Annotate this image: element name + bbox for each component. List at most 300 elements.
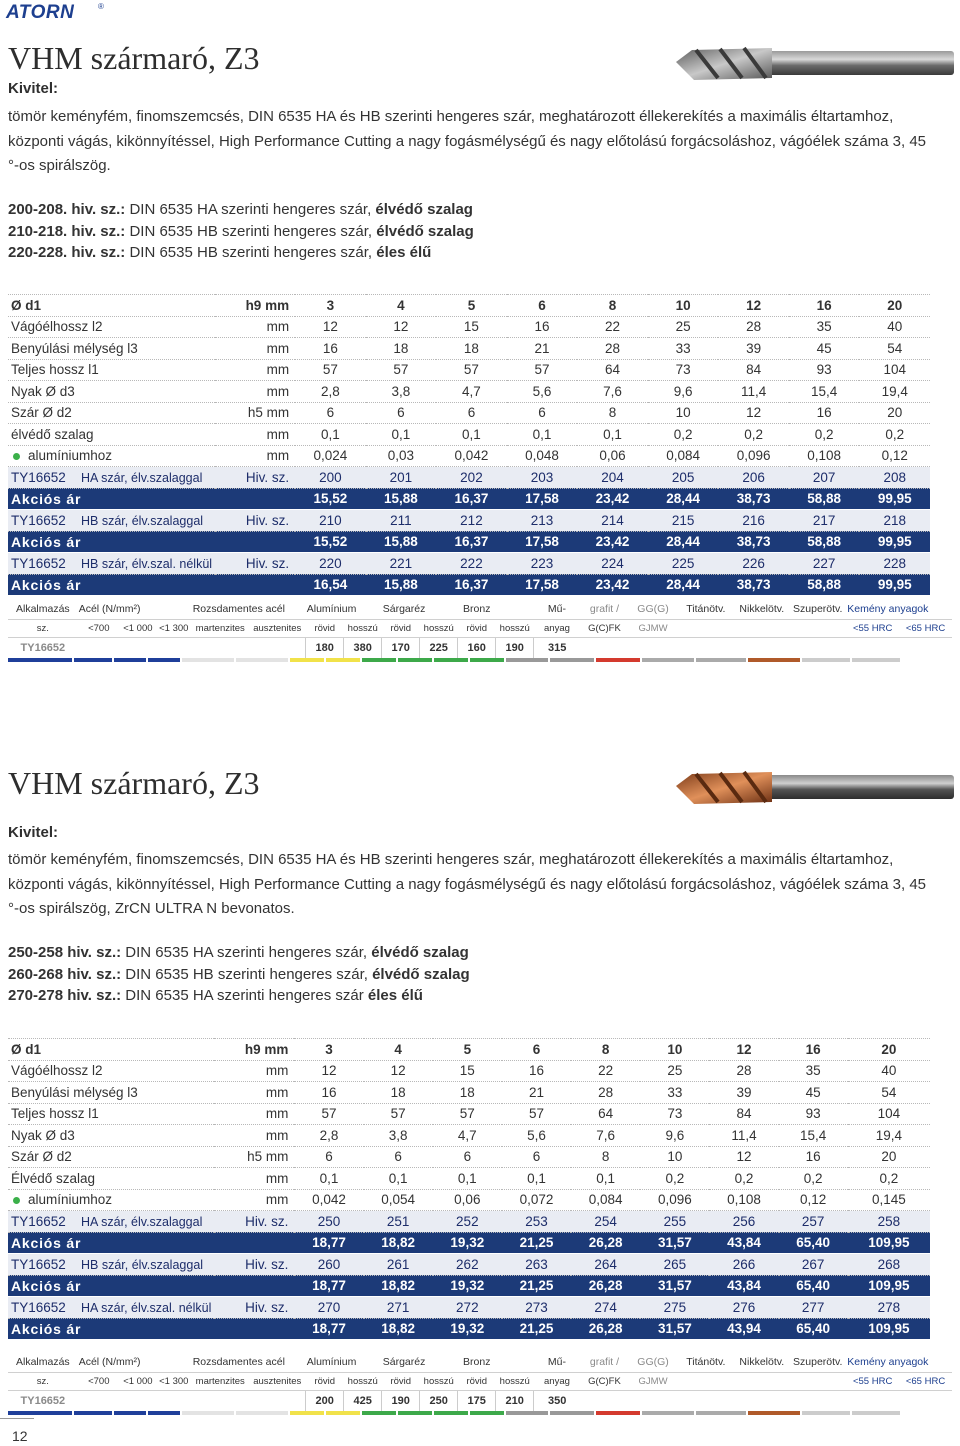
order-number: 261 xyxy=(364,1254,433,1276)
application-cell: <1 000 xyxy=(120,619,156,637)
spec-value: 20 xyxy=(848,1146,930,1168)
application-cell: <1 300 xyxy=(156,619,192,637)
application-cell: 170 xyxy=(382,637,420,658)
material-color-segment xyxy=(74,658,112,662)
material-color-segment xyxy=(326,658,360,662)
spec-label xyxy=(8,1168,214,1190)
spec-header-row xyxy=(8,1039,930,1061)
price-value: 109,95 xyxy=(848,1318,930,1340)
spec-value: 73 xyxy=(648,359,719,381)
ref-bold: éles élű xyxy=(367,987,423,1004)
material-color-bar xyxy=(8,1411,952,1415)
spec-value: 0,2 xyxy=(718,424,789,446)
spec-label: Ø d1 xyxy=(8,295,215,317)
spec-unit: mm xyxy=(215,424,295,446)
order-unit: Hiv. sz. xyxy=(215,553,295,575)
price-value: 26,28 xyxy=(571,1318,640,1340)
price-label: Akciós ár xyxy=(8,574,295,596)
spec-row xyxy=(8,316,930,338)
application-row2 xyxy=(8,1372,952,1390)
order-number: 270 xyxy=(294,1297,363,1319)
spec-value: 16 xyxy=(789,295,860,317)
spec-value: 10 xyxy=(640,1039,709,1061)
spec-row xyxy=(8,1082,930,1104)
price-value: 65,40 xyxy=(779,1318,848,1340)
application-cell xyxy=(677,1390,734,1411)
spec-value: 16 xyxy=(294,1082,363,1104)
spec-value: 0,1 xyxy=(364,1168,433,1190)
kivitel-label: Kivitel: xyxy=(8,824,59,841)
order-number-row xyxy=(8,1297,930,1319)
application-cell xyxy=(677,637,734,658)
ty-code: TY16652 xyxy=(11,555,66,571)
application-table xyxy=(8,600,952,658)
spec-value: 0,084 xyxy=(571,1189,640,1211)
price-value: 19,32 xyxy=(433,1318,502,1340)
spec-label xyxy=(8,402,215,424)
application-cell: GG(G) xyxy=(629,1353,678,1372)
material-color-segment xyxy=(8,1411,72,1415)
spec-value: 0,1 xyxy=(433,1168,502,1190)
material-color-segment xyxy=(114,1411,146,1415)
material-color-segment xyxy=(362,1411,396,1415)
order-number: 203 xyxy=(507,467,578,489)
application-cell: TY16652 xyxy=(20,1394,66,1407)
spec-unit: mm xyxy=(215,381,295,403)
order-number: 273 xyxy=(502,1297,571,1319)
price-label: Akciós ár xyxy=(8,1275,294,1297)
price-value: 38,73 xyxy=(718,488,789,510)
order-number: 251 xyxy=(364,1211,433,1233)
application-cell: Kemény anyagok xyxy=(846,1353,899,1372)
order-number: 208 xyxy=(859,467,930,489)
price-value: 16,37 xyxy=(436,488,507,510)
section-title: VHM szármaró, Z3 xyxy=(8,765,260,801)
spec-value: 0,048 xyxy=(507,445,578,467)
application-cell: Szuperötv. xyxy=(789,600,846,619)
application-cell: <55 HRC xyxy=(846,1372,899,1390)
spec-value: 8 xyxy=(571,1039,640,1061)
material-color-segment xyxy=(434,1411,468,1415)
order-number: 207 xyxy=(789,467,860,489)
order-number: 213 xyxy=(507,510,578,532)
spec-value: 12 xyxy=(366,316,437,338)
spec-value: 7,6 xyxy=(577,381,648,403)
order-number: 200 xyxy=(295,467,366,489)
spec-value: 0,1 xyxy=(571,1168,640,1190)
application-cell xyxy=(156,600,192,619)
spec-unit: h5 mm xyxy=(215,402,295,424)
spec-value: 18 xyxy=(366,338,437,360)
spec-value: 0,2 xyxy=(848,1168,930,1190)
price-row xyxy=(8,1232,930,1254)
spec-value: 5 xyxy=(436,295,507,317)
spec-value: 0,1 xyxy=(294,1168,363,1190)
price-row xyxy=(8,531,930,553)
application-cell xyxy=(120,637,156,658)
spec-value: 19,4 xyxy=(859,381,930,403)
ref-code: 220-228. hiv. sz.: xyxy=(8,244,126,261)
spec-value: 16 xyxy=(779,1039,848,1061)
kivitel-label: Kivitel: xyxy=(8,80,59,97)
spec-value: 8 xyxy=(577,295,648,317)
application-cell: Szuperötv. xyxy=(789,1353,846,1372)
spec-label xyxy=(8,1146,214,1168)
spec-value: 12 xyxy=(295,316,366,338)
application-cell: rövid xyxy=(382,1372,420,1390)
order-number: 272 xyxy=(433,1297,502,1319)
price-row xyxy=(8,574,930,596)
application-cell: Nikkelötv. xyxy=(734,1353,789,1372)
spec-label-text: alumíniumhoz xyxy=(28,448,113,464)
spec-value: 0,042 xyxy=(436,445,507,467)
order-number: 212 xyxy=(436,510,507,532)
price-value: 109,95 xyxy=(848,1232,930,1254)
spec-value: 0,096 xyxy=(640,1189,709,1211)
order-number: 262 xyxy=(433,1254,502,1276)
order-number: 250 xyxy=(294,1211,363,1233)
spec-label xyxy=(8,1125,214,1147)
application-cell: Mű- xyxy=(534,600,580,619)
order-label xyxy=(8,467,215,489)
price-value: 15,88 xyxy=(366,531,437,553)
ref-line xyxy=(8,242,474,264)
spec-row xyxy=(8,381,930,403)
order-number: 227 xyxy=(789,553,860,575)
price-value: 17,58 xyxy=(507,531,578,553)
application-cell: G(C)FK xyxy=(580,1372,629,1390)
spec-value: 33 xyxy=(648,338,719,360)
material-color-segment xyxy=(506,658,548,662)
ref-code: 270-278 hiv. sz.: xyxy=(8,987,122,1004)
spec-value: 5,6 xyxy=(502,1125,571,1147)
order-number-row xyxy=(8,467,930,489)
ref-code: 210-218. hiv. sz.: xyxy=(8,222,126,240)
spec-value: 11,4 xyxy=(718,381,789,403)
application-cell: Alumínium xyxy=(306,1353,344,1372)
application-cell xyxy=(420,600,458,619)
spec-label xyxy=(8,316,215,338)
spec-value: 45 xyxy=(779,1082,848,1104)
spec-value: 11,4 xyxy=(709,1125,778,1147)
application-cell: Kemény anyagok xyxy=(846,600,899,619)
application-row1 xyxy=(8,1353,952,1372)
spec-value: 15 xyxy=(433,1060,502,1082)
price-value: 65,40 xyxy=(779,1275,848,1297)
end-mill-image-coated xyxy=(672,768,956,808)
spec-value: 28 xyxy=(571,1082,640,1104)
application-cell: Acél (N/mm²) xyxy=(78,1353,120,1372)
ref-code: 260-268 hiv. sz.: xyxy=(8,965,122,983)
application-cell: Alumínium xyxy=(306,600,344,619)
price-value: 21,25 xyxy=(502,1318,571,1340)
price-value: 19,32 xyxy=(433,1232,502,1254)
spec-label xyxy=(8,1103,214,1125)
spec-label-text: Élvédő szalag xyxy=(11,1170,96,1186)
spec-value: 9,6 xyxy=(640,1125,709,1147)
order-number: 226 xyxy=(718,553,789,575)
application-cell xyxy=(677,619,734,637)
logo-registered: ® xyxy=(98,2,104,11)
spec-value: 0,145 xyxy=(848,1189,930,1211)
spec-value: 6 xyxy=(507,402,578,424)
spec-value: 15 xyxy=(436,316,507,338)
order-number: 225 xyxy=(648,553,719,575)
spec-value: 7,6 xyxy=(571,1125,640,1147)
spec-value: 20 xyxy=(859,402,930,424)
price-value: 18,77 xyxy=(294,1275,363,1297)
spec-value: 18 xyxy=(433,1082,502,1104)
order-number: 228 xyxy=(859,553,930,575)
application-cell xyxy=(629,637,678,658)
application-cell xyxy=(496,600,534,619)
description: tömör keményfém, finomszemcsés, DIN 6535 HA és HB szerinti hengeres szár, meghatározott éllekerekítés a maximális éltartamhoz, központi vágás, kikönnyítéssel, High Performance Cutting a nagy fogásmélységű és nagy előtolású forgácsoláshoz, vágóélek száma 3, 45 °-os spirálszög. xyxy=(8,108,927,174)
application-cell: rövid xyxy=(306,1372,344,1390)
application-cell xyxy=(120,1390,156,1411)
order-number: 265 xyxy=(640,1254,709,1276)
price-label: Akciós ár xyxy=(8,531,295,553)
application-cell xyxy=(789,1372,846,1390)
order-number: 217 xyxy=(789,510,860,532)
spec-value: 12 xyxy=(709,1039,778,1061)
spec-value: 4 xyxy=(364,1039,433,1061)
spec-row xyxy=(8,1189,930,1211)
material-color-segment xyxy=(642,658,694,662)
spec-value: 57 xyxy=(294,1103,363,1125)
spec-value: 16 xyxy=(789,402,860,424)
application-cell: 160 xyxy=(458,637,496,658)
spec-value: 8 xyxy=(577,402,648,424)
order-number: 271 xyxy=(364,1297,433,1319)
application-cell: <700 xyxy=(78,1372,120,1390)
application-cell: hosszú xyxy=(496,619,534,637)
price-value: 31,57 xyxy=(640,1275,709,1297)
section-title: VHM szármaró, Z3 xyxy=(8,40,260,76)
spec-value: 0,2 xyxy=(859,424,930,446)
spec-row xyxy=(8,1060,930,1082)
application-cell: <65 HRC xyxy=(899,619,952,637)
application-cell: 225 xyxy=(420,637,458,658)
application-cell: <700 xyxy=(78,619,120,637)
application-cell: martenzites xyxy=(192,1372,249,1390)
price-value: 17,58 xyxy=(507,488,578,510)
spec-value: 4 xyxy=(366,295,437,317)
application-cell: anyag xyxy=(534,1372,580,1390)
material-color-segment xyxy=(148,1411,180,1415)
spec-value: 54 xyxy=(859,338,930,360)
application-cell xyxy=(420,1353,458,1372)
spec-value: 16 xyxy=(779,1146,848,1168)
aluminium-dot-icon xyxy=(13,453,20,460)
spec-value: 84 xyxy=(718,359,789,381)
ref-text: DIN 6535 HA szerinti hengeres szár, xyxy=(125,201,376,218)
order-number: 222 xyxy=(436,553,507,575)
material-color-segment xyxy=(114,658,146,662)
spec-value: 0,06 xyxy=(433,1189,502,1211)
application-cell xyxy=(734,1372,789,1390)
spec-value: 12 xyxy=(294,1060,363,1082)
spec-row xyxy=(8,424,930,446)
spec-label-text: Szár Ø d2 xyxy=(11,1149,72,1165)
spec-value: 21 xyxy=(502,1082,571,1104)
spec-value: 0,096 xyxy=(718,445,789,467)
order-number: 260 xyxy=(294,1254,363,1276)
spec-row xyxy=(8,402,930,424)
price-value: 18,82 xyxy=(364,1232,433,1254)
spec-unit: mm xyxy=(214,1168,294,1190)
application-cell xyxy=(496,1353,534,1372)
application-cell xyxy=(580,637,629,658)
material-color-segment xyxy=(290,658,324,662)
application-cell xyxy=(789,1390,846,1411)
spec-unit: mm xyxy=(214,1103,294,1125)
spec-label xyxy=(8,359,215,381)
spec-value: 57 xyxy=(366,359,437,381)
order-number: 224 xyxy=(577,553,648,575)
application-cell: G(C)FK xyxy=(580,619,629,637)
spec-unit: mm xyxy=(215,338,295,360)
application-cell: <1 300 xyxy=(156,1372,192,1390)
spec-label-text: Vágóélhossz l2 xyxy=(11,1063,103,1079)
spec-unit: mm xyxy=(214,1082,294,1104)
application-cell: Rozsdamentes acél xyxy=(192,600,249,619)
spec-unit: mm xyxy=(214,1125,294,1147)
spec-value: 57 xyxy=(295,359,366,381)
spec-value: 57 xyxy=(436,359,507,381)
spec-label-text: alumíniumhoz xyxy=(28,1192,113,1208)
spec-value: 15,4 xyxy=(789,381,860,403)
shank-desc: HA szár, élv.szalaggal xyxy=(81,470,203,485)
application-cell: martenzites xyxy=(192,619,249,637)
spec-value: 0,1 xyxy=(366,424,437,446)
spec-value: 54 xyxy=(848,1082,930,1104)
price-value: 18,82 xyxy=(364,1275,433,1297)
spec-row xyxy=(8,359,930,381)
price-value: 28,44 xyxy=(648,488,719,510)
order-number: 263 xyxy=(502,1254,571,1276)
application-cell: hosszú xyxy=(344,1372,382,1390)
spec-value: 12 xyxy=(718,402,789,424)
price-value: 23,42 xyxy=(577,531,648,553)
spec-label-text: élvédő szalag xyxy=(11,426,94,442)
spec-value: 18 xyxy=(364,1082,433,1104)
spec-value: 4,7 xyxy=(433,1125,502,1147)
material-color-segment xyxy=(550,1411,594,1415)
order-unit: Hiv. sz. xyxy=(215,467,295,489)
spec-label xyxy=(8,1082,214,1104)
spec-value: 6 xyxy=(436,402,507,424)
ty-code: TY16652 xyxy=(11,1256,66,1272)
spec-row xyxy=(8,1146,930,1168)
spec-value: 0,2 xyxy=(648,424,719,446)
spec-value: 93 xyxy=(789,359,860,381)
spec-value: 35 xyxy=(779,1060,848,1082)
application-cell: rövid xyxy=(382,619,420,637)
application-cell xyxy=(249,637,306,658)
order-number: 252 xyxy=(433,1211,502,1233)
price-label: Akciós ár xyxy=(8,488,295,510)
spec-value: 4,7 xyxy=(436,381,507,403)
shank-desc: HB szár, élv.szal. nélkül xyxy=(81,556,213,571)
price-value: 31,57 xyxy=(640,1232,709,1254)
spec-value: 8 xyxy=(571,1146,640,1168)
ref-text: DIN 6535 HA szerinti hengeres szár xyxy=(121,987,368,1004)
application-cell: Sárgaréz xyxy=(382,1353,420,1372)
spec-label-text: Nyak Ø d3 xyxy=(11,1127,75,1143)
price-value: 16,37 xyxy=(436,574,507,596)
material-color-segment xyxy=(74,1411,112,1415)
spec-value: 0,12 xyxy=(859,445,930,467)
order-number: 266 xyxy=(709,1254,778,1276)
application-cell: 190 xyxy=(382,1390,420,1411)
material-color-segment xyxy=(236,1411,288,1415)
material-color-segment xyxy=(596,658,640,662)
price-value: 28,44 xyxy=(648,531,719,553)
spec-value: 20 xyxy=(859,295,930,317)
spec-label xyxy=(8,445,215,467)
application-cell: Nikkelötv. xyxy=(734,600,789,619)
spec-value: 12 xyxy=(718,295,789,317)
spec-value: 6 xyxy=(295,402,366,424)
order-number: 264 xyxy=(571,1254,640,1276)
spec-value: 0,054 xyxy=(364,1189,433,1211)
application-row3 xyxy=(8,637,952,658)
ref-bold: éles élű xyxy=(376,244,432,261)
price-value: 15,88 xyxy=(366,574,437,596)
order-number: 267 xyxy=(779,1254,848,1276)
spec-value: 10 xyxy=(640,1146,709,1168)
order-label xyxy=(8,1254,214,1276)
spec-value: 22 xyxy=(571,1060,640,1082)
spec-row xyxy=(8,338,930,360)
order-number-row xyxy=(8,510,930,532)
application-cell xyxy=(580,1390,629,1411)
price-value: 65,40 xyxy=(779,1232,848,1254)
ref-bold: élvédő szalag xyxy=(371,944,469,961)
application-cell: Titánötv. xyxy=(677,600,734,619)
spec-value: 40 xyxy=(848,1060,930,1082)
application-cell: <55 HRC xyxy=(846,619,899,637)
application-cell: <65 HRC xyxy=(899,1372,952,1390)
order-number: 223 xyxy=(507,553,578,575)
spec-value: 33 xyxy=(640,1082,709,1104)
price-label: Akciós ár xyxy=(8,1318,294,1340)
price-value: 99,95 xyxy=(859,531,930,553)
application-cell xyxy=(78,637,120,658)
price-value: 18,77 xyxy=(294,1232,363,1254)
application-cell xyxy=(249,1390,306,1411)
spec-value: 28 xyxy=(577,338,648,360)
spec-value: 15,4 xyxy=(779,1125,848,1147)
spec-value: 6 xyxy=(364,1146,433,1168)
material-color-segment xyxy=(802,658,850,662)
spec-row xyxy=(8,445,930,467)
application-cell: <1 000 xyxy=(120,1372,156,1390)
application-cell xyxy=(156,1390,192,1411)
spec-value: 28 xyxy=(709,1060,778,1082)
spec-value: 0,1 xyxy=(577,424,648,446)
order-number: 211 xyxy=(366,510,437,532)
spec-value: 2,8 xyxy=(295,381,366,403)
application-cell: ausztenites xyxy=(249,619,306,637)
spec-value: 57 xyxy=(364,1103,433,1125)
spec-label-text: Teljes hossz l1 xyxy=(11,1106,99,1122)
spec-label-text: Benyúlási mélység l3 xyxy=(11,1084,138,1100)
application-cell: Titánötv. xyxy=(677,1353,734,1372)
order-number: 276 xyxy=(709,1297,778,1319)
application-cell: rövid xyxy=(306,619,344,637)
page-number: 12 xyxy=(12,1428,28,1444)
